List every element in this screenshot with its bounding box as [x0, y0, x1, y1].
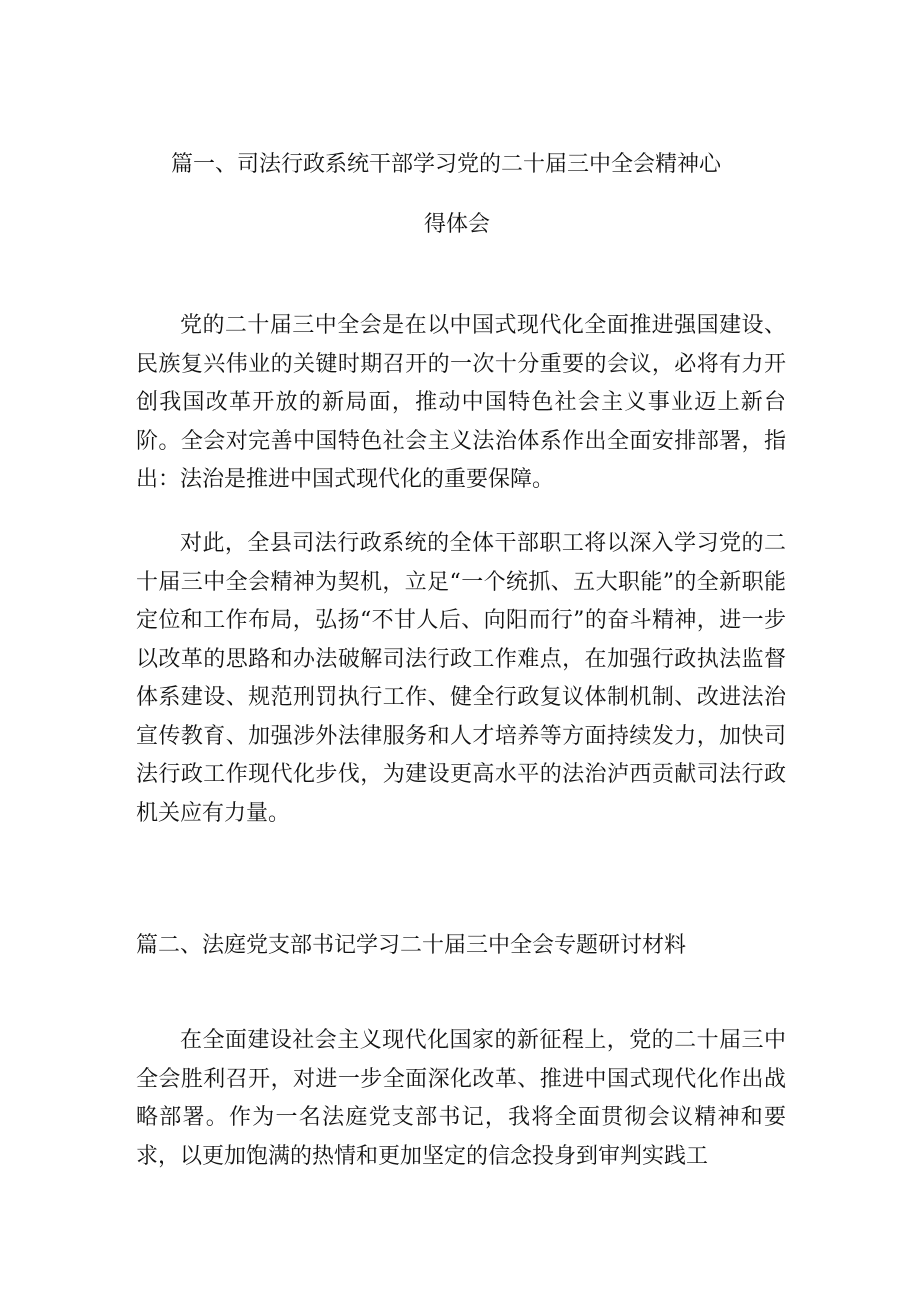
section1-paragraph-2: 对此，全县司法行政系统的全体干部职工将以深入学习党的二十届三中全会精神为契机，立足“一个统抓、五大职能”的全新职能定位和工作布局，弘扬“不甘人后、向阳而行”的奋斗精神，进一步以改革的思路和办法破解司法行政工作难点，在加强行政执法监督体系建设、规范刑罚执行工作、健全行政复议体制机制、改进法治宣传教育、加强涉外法律服务和人才培养等方面持续发力，加快司法行政工作现代化步伐，为建设更高水平的法治泸西贡献司法行政机关应有力量。 — [136, 531, 786, 826]
section2-heading: 篇二、法庭党支部书记学习二十届三中全会专题研讨材料 — [136, 933, 687, 958]
section1-paragraph-1: 党的二十届三中全会是在以中国式现代化全面推进强国建设、民族复兴伟业的关键时期召开的一次十分重要的会议，必将有力开创我国改革开放的新局面，推动中国特色社会主义事业迈上新台阶。全会对完善中国特色社会主义法治体系作出全面安排部署，指出：法治是推进中国式现代化的重要保障。 — [136, 313, 786, 492]
section1-heading-line1: 篇一、司法行政系统干部学习党的二十届三中全会精神心 — [171, 152, 722, 177]
section2-paragraph-1: 在全面建设社会主义现代化国家的新征程上，党的二十届三中全会胜利召开，对进一步全面深化改革、推进中国式现代化作出战略部署。作为一名法庭党支部书记，我将全面贯彻会议精神和要求，以更加饱满的热情和更加坚定的信念投身到审判实践工 — [136, 1028, 786, 1169]
section1-heading-line2: 得体会 — [424, 212, 491, 237]
